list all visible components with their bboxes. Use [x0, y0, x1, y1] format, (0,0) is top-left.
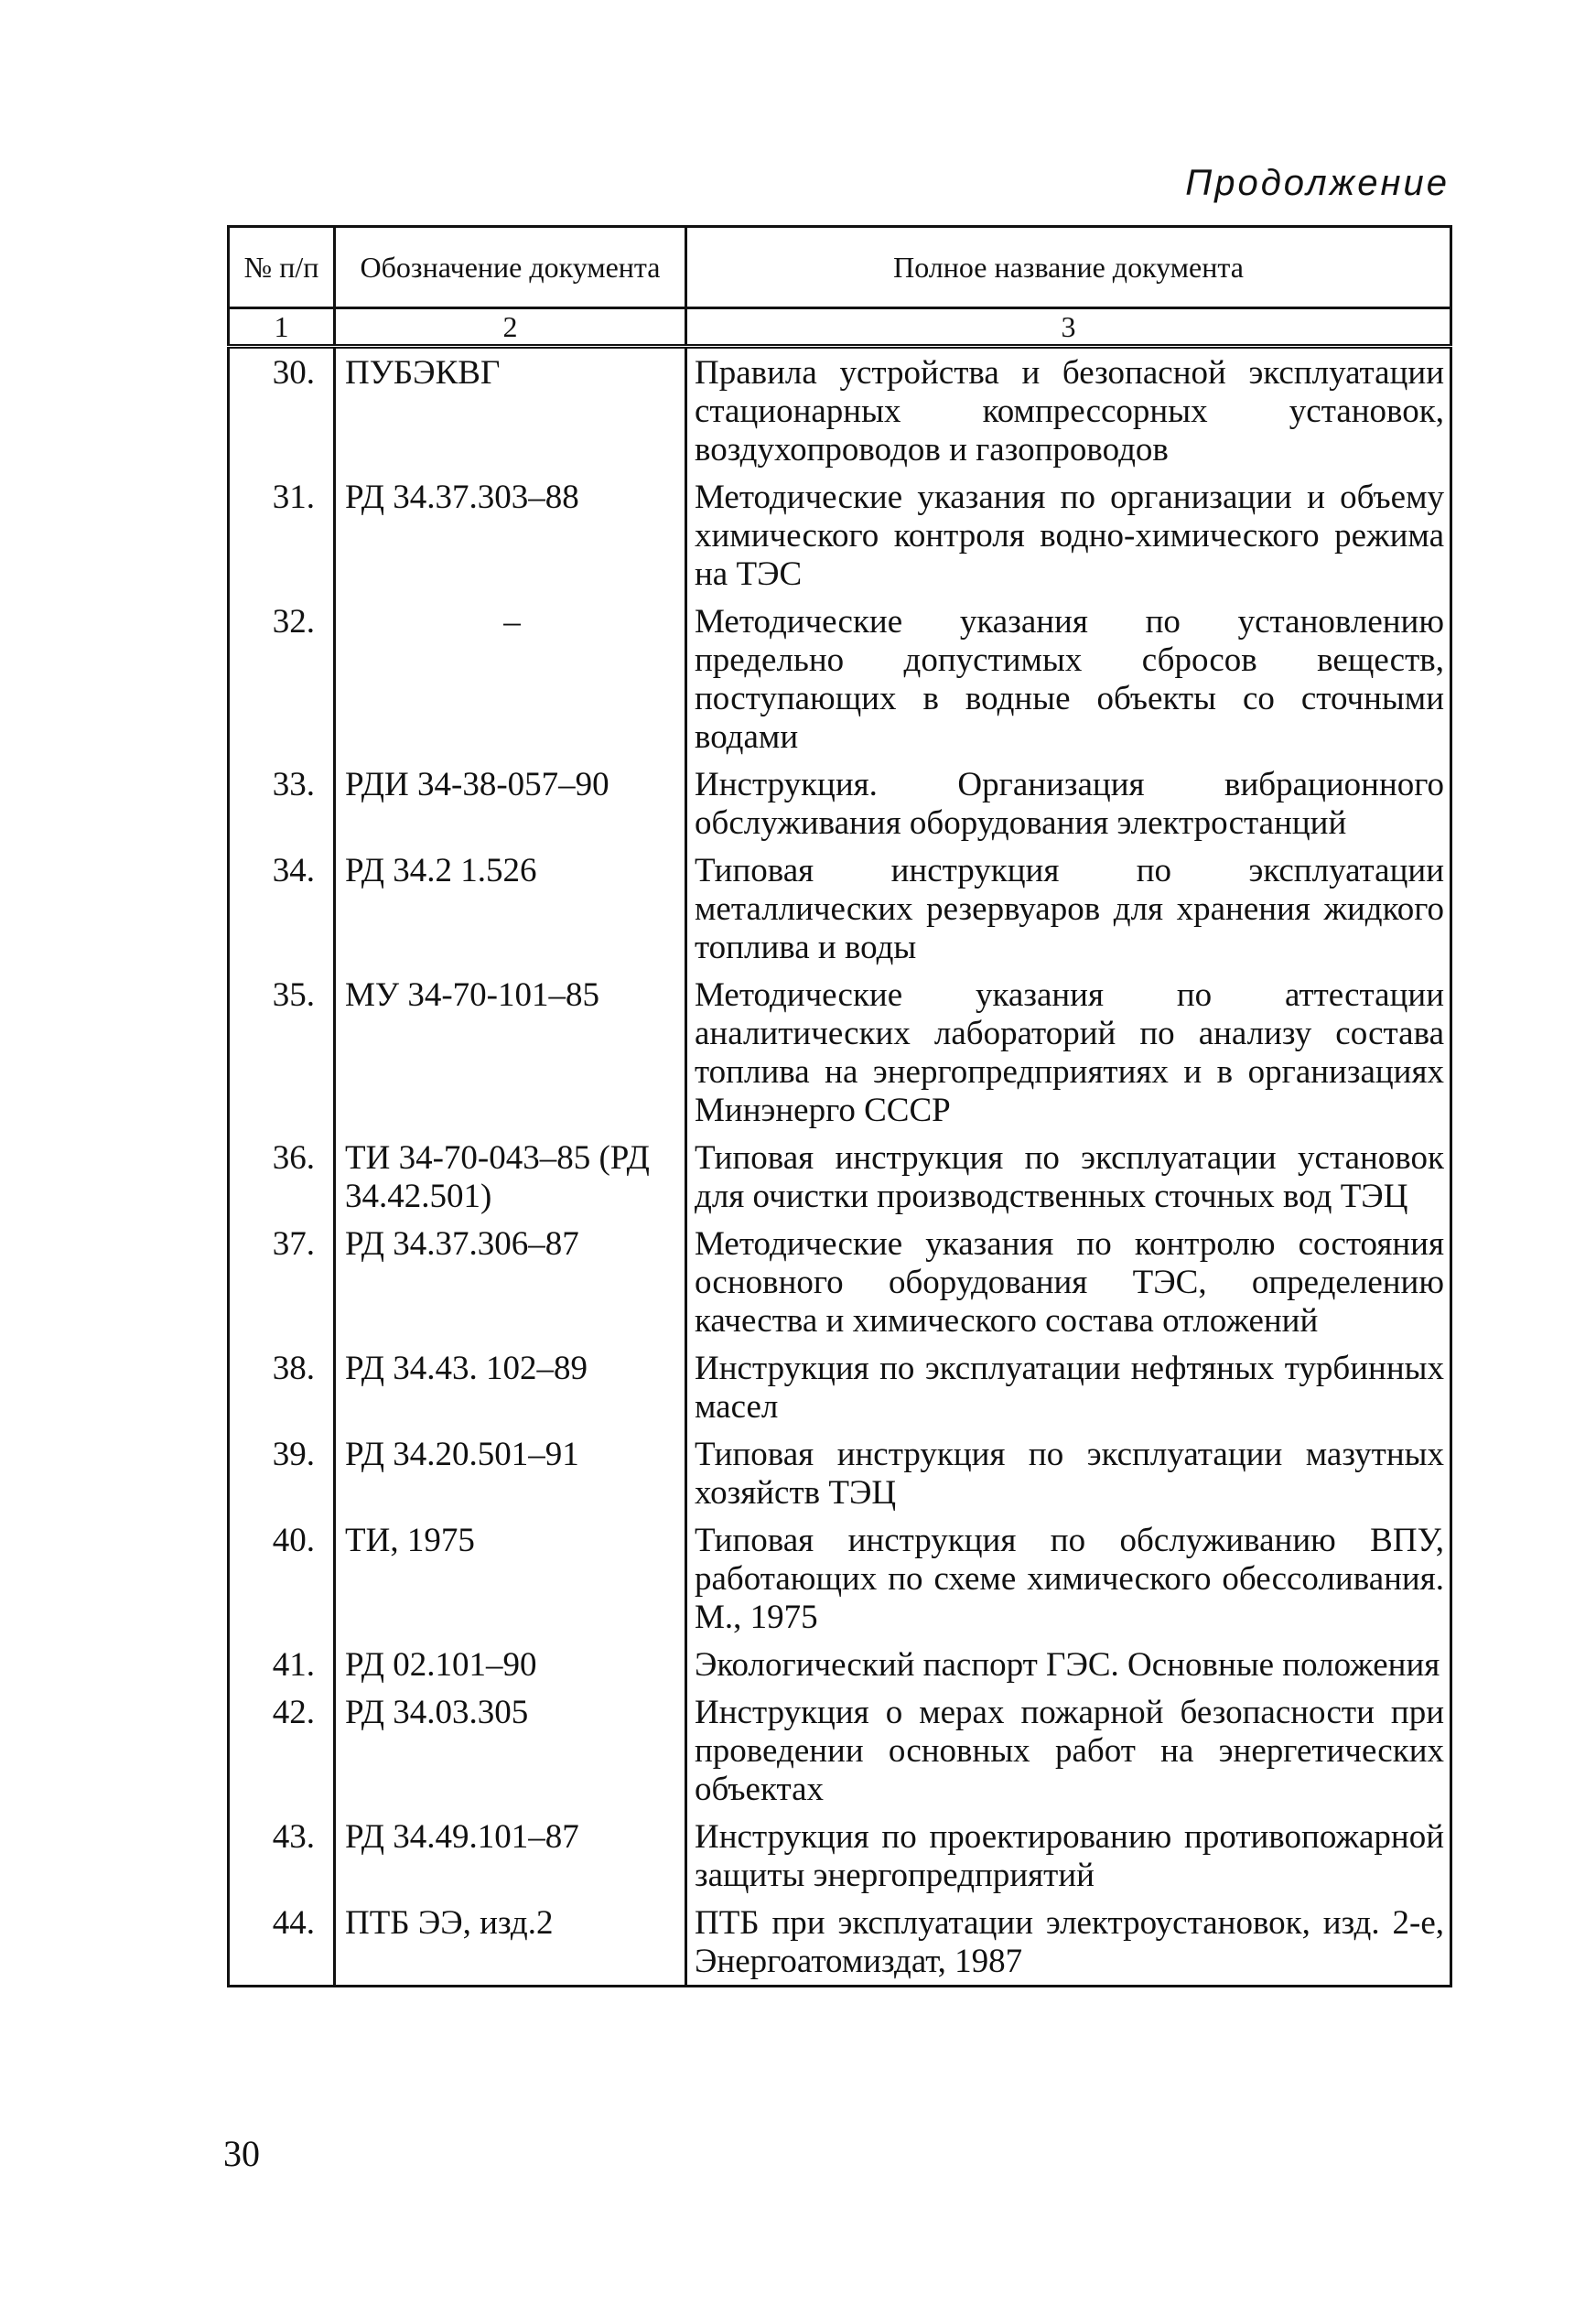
document-name: Методические указания по организации и объему химического контроля водно-химического режима на ТЭС: [686, 473, 1451, 598]
document-name: Инструкция о мерах пожарной безопасности при проведении основных работ на энергетических объектах: [686, 1688, 1451, 1813]
document-code: РД 34.43. 102–89: [335, 1344, 686, 1430]
row-number: 30.: [229, 347, 335, 474]
document-name: Экологический паспорт ГЭС. Основные положения: [686, 1641, 1451, 1688]
table-row: [229, 1813, 1451, 1899]
column-number: 1: [229, 308, 335, 347]
table-row: [229, 598, 1451, 760]
column-number: 2: [335, 308, 686, 347]
document-name: Методические указания по контролю состояния основного оборудования ТЭС, определению качества и химического состава отложений: [686, 1220, 1451, 1344]
row-number: 40.: [229, 1516, 335, 1641]
table-row: [229, 971, 1451, 1134]
document-code: РДИ 34-38-057–90: [335, 760, 686, 846]
row-number: 31.: [229, 473, 335, 598]
row-number: 35.: [229, 971, 335, 1134]
table-header-row: [229, 227, 1451, 308]
table-row: [229, 347, 1451, 474]
document-name: Методические указания по установлению предельно допустимых сбросов веществ, поступающих в водные объекты со сточными водами: [686, 598, 1451, 760]
table-row: [229, 1430, 1451, 1516]
document-name: Инструкция. Организация вибрационного обслуживания оборудования электростанций: [686, 760, 1451, 846]
table-row: [229, 1134, 1451, 1220]
document-code: РД 34.49.101–87: [335, 1813, 686, 1899]
row-number: 33.: [229, 760, 335, 846]
row-number: 44.: [229, 1899, 335, 1987]
table-row: [229, 1899, 1451, 1987]
document-code: РД 34.37.303–88: [335, 473, 686, 598]
table-row: [229, 1220, 1451, 1344]
table-row: [229, 1641, 1451, 1688]
document-code: РД 34.37.306–87: [335, 1220, 686, 1344]
table-row: [229, 760, 1451, 846]
document-code: РД 02.101–90: [335, 1641, 686, 1688]
page-number: 30: [223, 2133, 260, 2174]
header-name: Полное название документа: [686, 227, 1451, 308]
header-code: Обозначение документа: [335, 227, 686, 308]
document-code: ПУБЭКВГ: [335, 347, 686, 474]
column-number-row: [229, 308, 1451, 347]
row-number: 42.: [229, 1688, 335, 1813]
column-number: 3: [686, 308, 1451, 347]
table-row: [229, 846, 1451, 971]
document-name: ПТБ при эксплуатации электроустановок, изд. 2-е, Энергоатомиздат, 1987: [686, 1899, 1451, 1987]
document-name: Правила устройства и безопасной эксплуатации стационарных компрессорных установок, воздухопроводов и газопроводов: [686, 347, 1451, 474]
table-row: [229, 1344, 1451, 1430]
row-number: 43.: [229, 1813, 335, 1899]
document-name: Типовая инструкция по эксплуатации металлических резервуаров для хранения жидкого топлива и воды: [686, 846, 1451, 971]
document-code: РД 34.2 1.526: [335, 846, 686, 971]
document-code: РД 34.03.305: [335, 1688, 686, 1813]
row-number: 37.: [229, 1220, 335, 1344]
document-code: ПТБ ЭЭ, изд.2: [335, 1899, 686, 1987]
document-code: ТИ, 1975: [335, 1516, 686, 1641]
row-number: 38.: [229, 1344, 335, 1430]
continuation-label: Продолжение: [1185, 163, 1450, 203]
document-name: Типовая инструкция по обслуживанию ВПУ, работающих по схеме химического обессоливания. М., 1975: [686, 1516, 1451, 1641]
row-number: 41.: [229, 1641, 335, 1688]
documents-table: [227, 225, 1452, 1987]
row-number: 36.: [229, 1134, 335, 1220]
row-number: 32.: [229, 598, 335, 760]
document-code: МУ 34-70-101–85: [335, 971, 686, 1134]
document-code: ТИ 34-70-043–85 (РД 34.42.501): [335, 1134, 686, 1220]
row-number: 34.: [229, 846, 335, 971]
document-name: Типовая инструкция по эксплуатации установок для очистки производственных сточных вод ТЭЦ: [686, 1134, 1451, 1220]
document-code: –: [335, 598, 686, 760]
document-code: РД 34.20.501–91: [335, 1430, 686, 1516]
table-row: [229, 1516, 1451, 1641]
document-name: Методические указания по аттестации аналитических лабораторий по анализу состава топлива на энергопредприятиях и в организациях Минэнерго СССР: [686, 971, 1451, 1134]
document-name: Инструкция по проектированию противопожарной защиты энергопредприятий: [686, 1813, 1451, 1899]
row-number: 39.: [229, 1430, 335, 1516]
document-name: Инструкция по эксплуатации нефтяных турбинных масел: [686, 1344, 1451, 1430]
document-name: Типовая инструкция по эксплуатации мазутных хозяйств ТЭЦ: [686, 1430, 1451, 1516]
header-num: № п/п: [229, 227, 335, 308]
table-row: [229, 473, 1451, 598]
table-row: [229, 1688, 1451, 1813]
